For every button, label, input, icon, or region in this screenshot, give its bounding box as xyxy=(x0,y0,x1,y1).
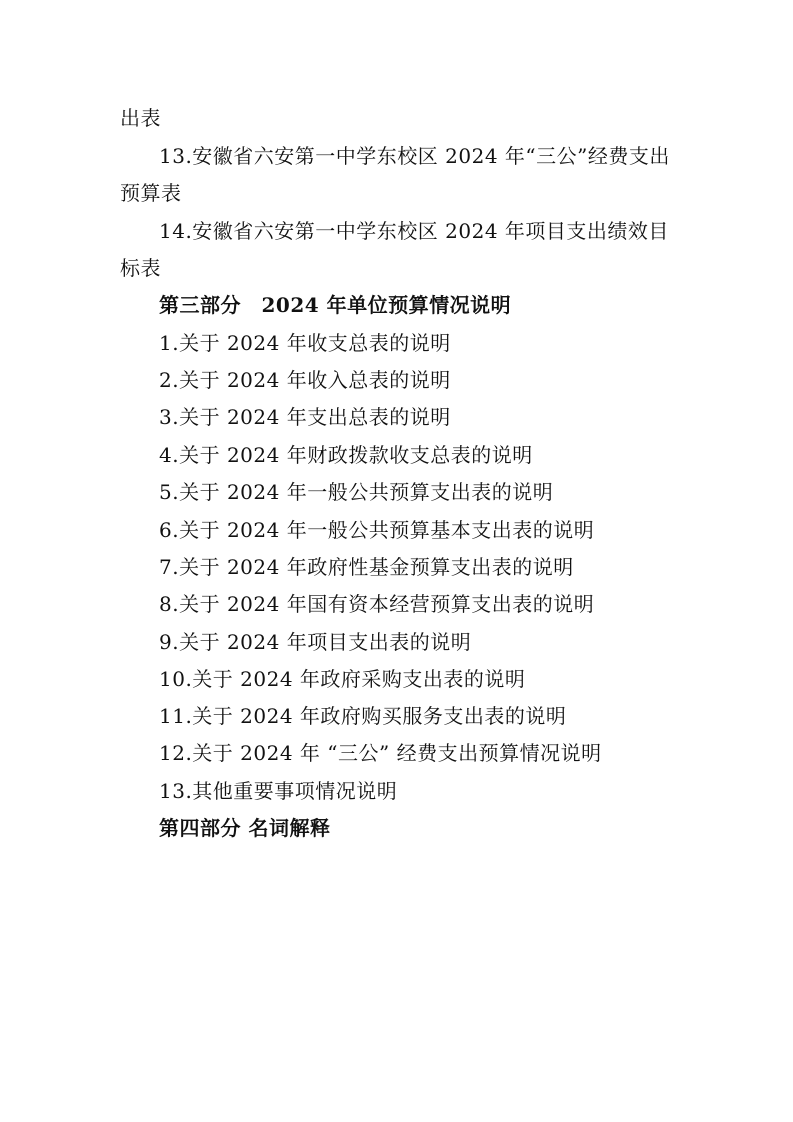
section-3-item: 13.其他重要事项情况说明 xyxy=(159,779,398,803)
section-3-item: 5.关于 2024 年一般公共预算支出表的说明 xyxy=(159,480,554,504)
toc-continuation: 出表 xyxy=(120,106,161,130)
section-3-heading: 第三部分 2024 年单位预算情况说明 xyxy=(159,293,512,317)
section-3-item: 2.关于 2024 年收入总表的说明 xyxy=(159,368,451,392)
section-3-item: 3.关于 2024 年支出总表的说明 xyxy=(159,405,451,429)
section-3-item: 4.关于 2024 年财政拨款收支总表的说明 xyxy=(159,443,533,467)
section-3-item: 1.关于 2024 年收支总表的说明 xyxy=(159,331,451,355)
toc-item-14-line1: 14.安徽省六安第一中学东校区 2024 年项目支出绩效目 xyxy=(159,219,669,243)
section-3-item: 8.关于 2024 年国有资本经营预算支出表的说明 xyxy=(159,592,595,616)
section-4-heading: 第四部分 名词解释 xyxy=(159,816,331,840)
section-3-item: 11.关于 2024 年政府购买服务支出表的说明 xyxy=(159,704,567,728)
section-3-item: 6.关于 2024 年一般公共预算基本支出表的说明 xyxy=(159,518,595,542)
toc-item-14-line2: 标表 xyxy=(120,256,161,280)
section-3-item: 10.关于 2024 年政府采购支出表的说明 xyxy=(159,667,526,691)
section-3-item: 9.关于 2024 年项目支出表的说明 xyxy=(159,630,472,654)
toc-item-13-line1: 13.安徽省六安第一中学东校区 2024 年“三公”经费支出 xyxy=(159,144,670,168)
section-3-item: 12.关于 2024 年 “三公” 经费支出预算情况说明 xyxy=(159,741,602,765)
toc-item-13-line2: 预算表 xyxy=(120,181,182,205)
section-3-item: 7.关于 2024 年政府性基金预算支出表的说明 xyxy=(159,555,574,579)
